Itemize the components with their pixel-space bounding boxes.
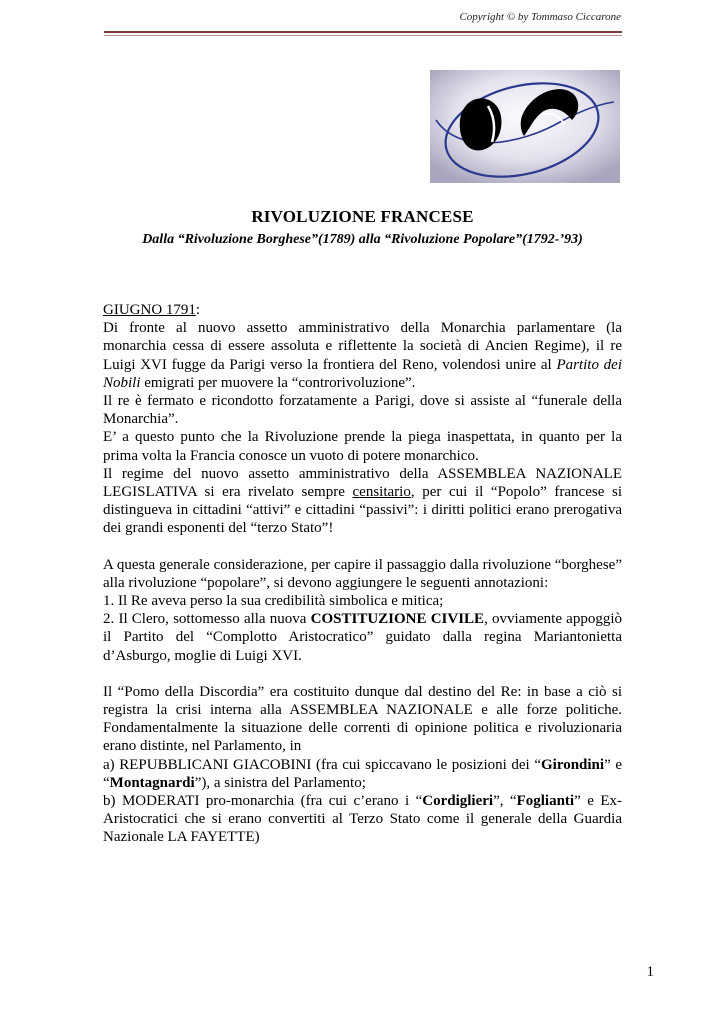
list-item-2-text: 2. Il Clero, sottomesso alla nuova [103, 611, 311, 628]
paragraph-4 [103, 465, 622, 538]
header-copyright: Copyright © by Tommaso Ciccarone [459, 11, 621, 23]
costituzione-civile: COSTITUZIONE CIVILE [310, 611, 485, 628]
logo-image [430, 70, 620, 183]
foglianti: Foglianti [516, 793, 575, 810]
paragraph-6: Il “Pomo della Discordia” era costituito dunque dal destino del Re: in base a ciò si registra la crisi interna alla ASSEMBLEA NAZIONALE e alle forze politiche. Fondamentalmente la situazione delle correnti di opinione politica e rivoluzionaria erano distinte, nel Parlamento, in [103, 683, 622, 755]
partito-dei-nobili: Partito dei Nobili [103, 356, 622, 391]
paragraph-1 [103, 319, 622, 392]
list-item-b-text-end: ” e Ex-Aristocratici che si erano convertiti al Terzo Stato come il generale della Guardia Nazionale LA FAYETTE) [103, 793, 622, 846]
list-item-2-text-end: , ovviamente appoggiò il Partito del “Complotto Aristocratico” guidato dalla regina Mariantonietta d’Asburgo, moglie di Luigi XVI. [103, 611, 623, 664]
list-item-b-text: b) MODERATI pro-monarchia (fra cui c’erano i “ [103, 793, 423, 810]
section-heading: GIUGNO 1791 [103, 302, 196, 318]
paragraph-3: E’ a questo punto che la Rivoluzione prende la piega inaspettata, in quanto per la prima volta la Francia conosce un vuoto di potere monarchico. [103, 429, 622, 464]
section-heading-colon: : [195, 302, 201, 318]
list-item-a [103, 756, 622, 792]
list-item-2 [103, 610, 622, 665]
list-item-a-text-end: ”), a sinistra del Parlamento; [194, 774, 366, 791]
header-rule [104, 31, 622, 33]
header-rule-thin [104, 35, 622, 36]
list-item-a-text: a) REPUBBLICANI GIACOBINI (fra cui spiccavano le posizioni dei “ [103, 756, 541, 773]
section-heading-line [103, 301, 622, 319]
list-item-a-sep: ” e “ [103, 756, 622, 791]
paragraph-2: Il re è fermato e ricondotto forzatamente a Parigi, dove si assiste al “funerale della Monarchia”. [103, 393, 622, 428]
spacer [103, 665, 622, 683]
paragraph-1-text-end: emigrati per muovere la “controrivoluzione”. [140, 374, 416, 391]
girondini: Girondini [540, 756, 605, 773]
paragraph-5: A questa generale considerazione, per capire il passaggio dalla rivoluzione “borghese” alla rivoluzione “popolare”, si devono aggiungere le seguenti annotazioni: [103, 556, 622, 591]
page-number: 1 [646, 964, 654, 980]
censitario-term: censitario [352, 484, 411, 501]
document-subtitle: Dalla “Rivoluzione Borghese”(1789) alla “Rivoluzione Popolare”(1792-’93) [142, 232, 583, 247]
list-item-b-sep: ”, “ [493, 793, 517, 810]
cordiglieri: Cordiglieri [422, 793, 494, 810]
list-item-b [103, 792, 622, 847]
paragraph-1-text: Di fronte al nuovo assetto amministrativo della Monarchia parlamentare (la monarchia cessa di essere assoluta e riflettente la società di Ancien Regime), il re Luigi XVI fugge da Parigi verso la frontiera del Reno, volendosi unire al [103, 320, 622, 373]
document-title: RIVOLUZIONE FRANCESE [251, 207, 474, 226]
paragraph-4-text: Il regime del nuovo assetto amministrativo della ASSEMBLEA NAZIONALE LEGISLATIVA si era rivelato sempre [103, 465, 622, 501]
spacer [103, 538, 622, 556]
paragraph-4-text-end: , per cui il “Popolo” francese si distingueva in cittadini “attivi” e cittadini “passivi”: i diritti politici erano prerogativa dei grandi esponenti del “terzo Stato”! [103, 484, 622, 537]
montagnardi: Montagnardi [109, 774, 195, 791]
list-item-1: 1. Il Re aveva perso la sua credibilità simbolica e mitica; [103, 593, 444, 610]
document-body [103, 301, 622, 847]
